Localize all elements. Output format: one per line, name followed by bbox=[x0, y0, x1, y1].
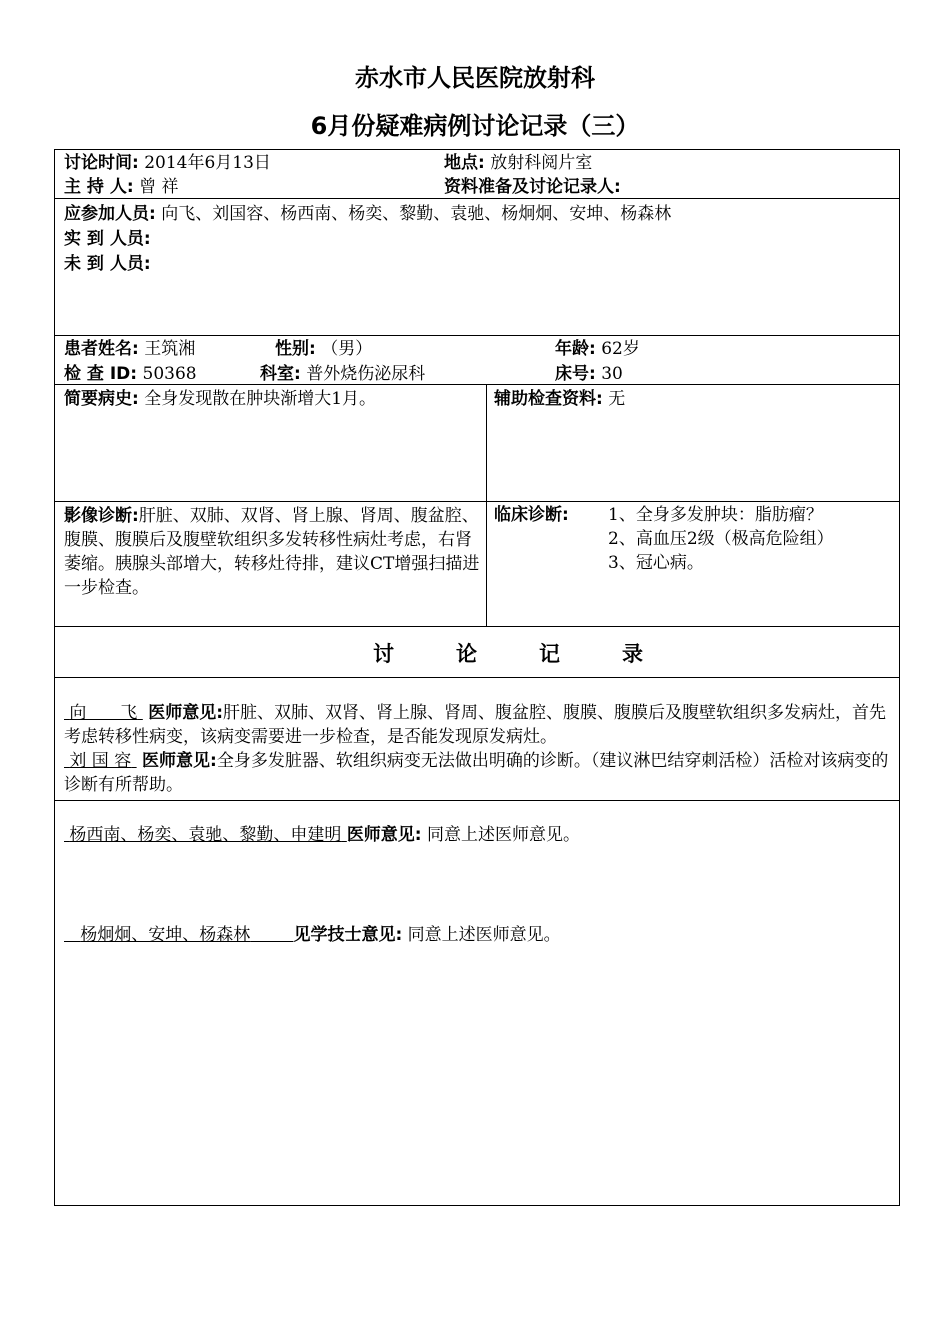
patient-name-value: 王筑湘 bbox=[144, 339, 196, 359]
patient-bed-row: 床号: 30 bbox=[555, 364, 623, 384]
history-label: 简要病史 bbox=[64, 389, 132, 409]
opinion-3-text: 同意上述医师意见。 bbox=[427, 825, 581, 845]
opinion-2 bbox=[64, 749, 894, 797]
opinion-3-name: 杨西南、杨奕、袁驰、黎勤、申建明 bbox=[69, 825, 342, 845]
meeting-location-label: 地点 bbox=[444, 153, 478, 173]
opinion-1 bbox=[64, 701, 894, 749]
attendance-expected-row: 应参加人员: 向飞、刘国容、杨西南、杨奕、黎勤、袁驰、杨炯炯、安坤、杨森林 bbox=[64, 204, 672, 224]
attendance-absent-row: 未 到 人员: bbox=[64, 254, 151, 274]
opinion-3 bbox=[64, 824, 580, 847]
attendance-present-label: 实 到 人员 bbox=[64, 229, 144, 249]
attendance-expected-label: 应参加人员 bbox=[64, 204, 149, 224]
patient-id-row: 检 查 ID: 50368 bbox=[64, 364, 197, 384]
clinical-diagnosis-item: 3、冠心病。 bbox=[608, 553, 704, 573]
record-table bbox=[54, 149, 900, 1206]
opinion-4-label: 见学技士意见: bbox=[293, 925, 403, 945]
meeting-location-value: 放射科阅片室 bbox=[490, 153, 593, 173]
document-subtitle: 6月份疑难病例讨论记录（三） bbox=[310, 112, 640, 140]
opinion-2-text: 全身多发脏器、软组织病变无法做出明确的诊断。（建议淋巴结穿刺活检）活检对该病变的诊断有所帮助。 bbox=[64, 751, 889, 795]
clinical-diagnosis-item: 1、全身多发肿块：脂肪瘤？ bbox=[608, 505, 823, 525]
meeting-time-row: 讨论时间: 2014年6月13日 bbox=[64, 153, 271, 173]
patient-age-label: 年龄 bbox=[555, 339, 589, 359]
aux-exam-row: 辅助检查资料: 无 bbox=[494, 389, 626, 409]
attendance-expected-value: 向飞、刘国容、杨西南、杨奕、黎勤、袁驰、杨炯炯、安坤、杨森林 bbox=[161, 204, 672, 224]
opinion-3-label: 医师意见: bbox=[346, 825, 422, 845]
imaging-diagnosis-label: 影像诊断 bbox=[64, 506, 132, 526]
opinion-4 bbox=[64, 924, 561, 947]
opinion-2-label: 医师意见: bbox=[142, 751, 217, 771]
attendance-present-row: 实 到 人员: bbox=[64, 229, 151, 249]
patient-id-value: 50368 bbox=[142, 364, 197, 384]
opinion-4-name: 杨炯炯、安坤、杨森林 bbox=[80, 925, 251, 945]
patient-name-row: 患者姓名: 王筑湘 bbox=[64, 339, 196, 359]
patient-sex-row: 性别: （男） bbox=[275, 339, 373, 359]
aux-exam-label: 辅助检查资料 bbox=[494, 389, 596, 409]
patient-dept-row: 科室: 普外烧伤泌尿科 bbox=[260, 364, 426, 384]
meeting-location-row: 地点: 放射科阅片室 bbox=[444, 153, 593, 173]
meeting-time-label: 讨论时间 bbox=[64, 153, 132, 173]
patient-sex-label: 性别 bbox=[275, 339, 309, 359]
opinion-1-name: 向 飞 bbox=[69, 703, 138, 723]
opinion-1-text: 肝脏、双肺、双肾、肾上腺、肾周、腹盆腔、腹膜、腹膜后及腹壁软组织多发病灶，首先考虑转移性病变，该病变需要进一步检查，是否能发现原发病灶。 bbox=[64, 703, 887, 747]
clinical-diagnosis-label: 临床诊断 bbox=[494, 505, 562, 525]
patient-age-row: 年龄: 62岁 bbox=[555, 339, 640, 359]
aux-exam-value: 无 bbox=[608, 389, 626, 409]
patient-dept-label: 科室 bbox=[260, 364, 294, 384]
opinion-4-text: 同意上述医师意见。 bbox=[407, 925, 561, 945]
meeting-host-value: 曾 祥 bbox=[139, 177, 179, 197]
meeting-host-row: 主 持 人: 曾 祥 bbox=[64, 177, 179, 197]
opinion-1-label: 医师意见: bbox=[148, 703, 224, 723]
clinical-diagnosis-label-row: 临床诊断: bbox=[494, 505, 569, 525]
patient-dept-value: 普外烧伤泌尿科 bbox=[306, 364, 426, 384]
imaging-diagnosis: 影像诊断:肝脏、双肺、双肾、肾上腺、肾周、腹盆腔、腹膜、腹膜后及腹壁软组织多发转移性病灶考虑，右肾萎缩。胰腺头部增大，转移灶待排，建议CT增强扫描进一步检查。 bbox=[64, 506, 480, 598]
history-value: 全身发现散在肿块渐增大1月。 bbox=[144, 389, 377, 409]
patient-name-label: 患者姓名 bbox=[64, 339, 132, 359]
patient-bed-label: 床号 bbox=[555, 364, 589, 384]
document-title: 赤水市人民医院放射科 bbox=[355, 64, 595, 92]
patient-id-label: 检 查 ID bbox=[64, 364, 131, 384]
discussion-heading: 讨论记录 bbox=[373, 642, 705, 666]
meeting-recorder-label: 资料准备及讨论记录人: bbox=[444, 177, 621, 197]
patient-age-value: 62岁 bbox=[601, 339, 640, 359]
patient-bed-value: 30 bbox=[601, 364, 623, 384]
meeting-time-value: 2014年6月13日 bbox=[144, 153, 271, 173]
clinical-diagnosis-item: 2、高血压2级（极高危险组） bbox=[608, 529, 834, 549]
imaging-diagnosis-value: 肝脏、双肺、双肾、肾上腺、肾周、腹盆腔、腹膜、腹膜后及腹壁软组织多发转移性病灶考虑，右肾萎缩。胰腺头部增大，转移灶待排，建议CT增强扫描进一步检查。 bbox=[64, 506, 480, 598]
meeting-host-label: 主 持 人 bbox=[64, 177, 127, 197]
attendance-absent-label: 未 到 人员 bbox=[64, 254, 144, 274]
patient-sex-value: （男） bbox=[321, 339, 373, 359]
history-row: 简要病史: 全身发现散在肿块渐增大1月。 bbox=[64, 389, 377, 409]
opinion-2-name: 刘 国 容 bbox=[69, 751, 132, 771]
